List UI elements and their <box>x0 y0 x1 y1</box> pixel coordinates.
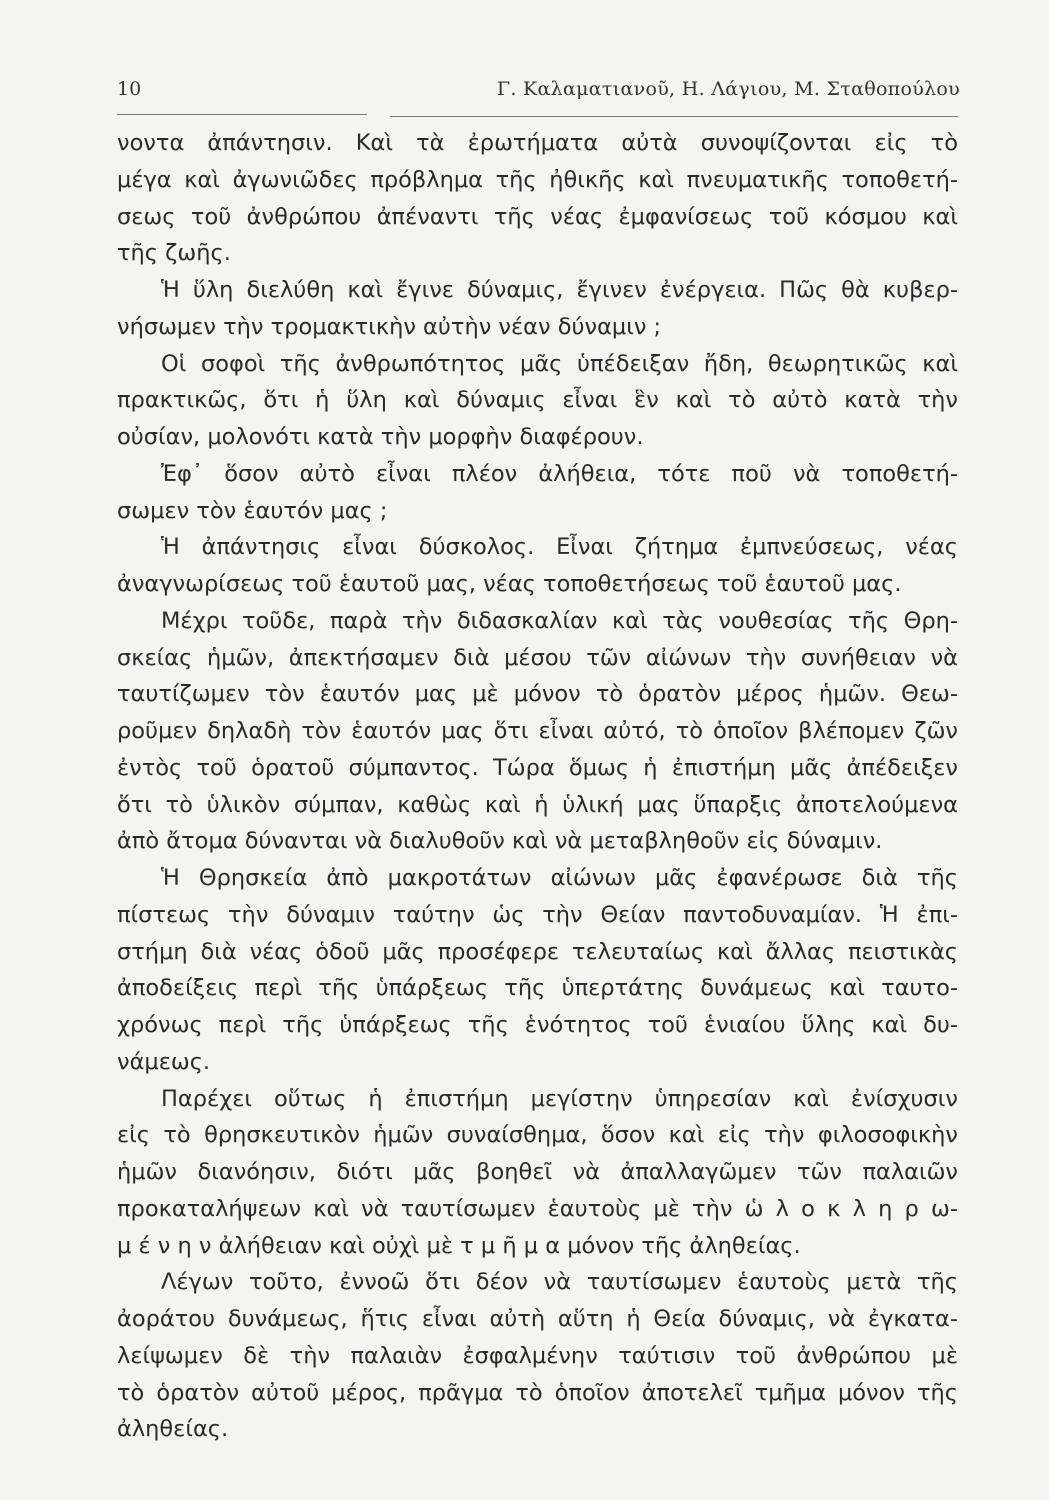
text-line: Ἡ ἀπάντησις εἶναι δύσκολος. Εἶναι ζήτημα ἐμπνεύσεως, νέας <box>161 534 958 561</box>
text-line: οὐσίαν, μολονότι κατὰ τὴν μορφὴν διαφέρουν. <box>117 424 644 450</box>
text-line: χρόνως περὶ τῆς ὑπάρξεως τῆς ἑνότητος τοῦ ἑνιαίου ὕλης καὶ δυ- <box>117 1012 958 1038</box>
paragraph <box>117 1081 958 1265</box>
text-line: μέγα καὶ ἀγωνιῶδες πρόβλημα τῆς ἠθικῆς καὶ πνευματικῆς τοποθετή- <box>117 166 958 193</box>
body-text <box>117 125 958 1448</box>
text-line: πρακτικῶς, ὅτι ἡ ὕλη καὶ δύναμις εἶναι ἓν καὶ τὸ αὐτὸ κατὰ τὴν <box>117 387 958 414</box>
text-line: ἀναγνωρίσεως τοῦ ἑαυτοῦ μας, νέας τοποθετήσεως τοῦ ἑαυτοῦ μας. <box>117 571 902 597</box>
text-line: Οἱ σοφοὶ τῆς ἀνθρωπότητος μᾶς ὑπέδειξαν ἤδη, θεωρητικῶς καὶ <box>161 350 958 377</box>
text-line: σκείας ἡμῶν, ἀπεκτήσαμεν διὰ μέσου τῶν αἰώνων τὴν συνήθειαν νὰ <box>117 644 958 671</box>
text-line: ροῦμεν δηλαδὴ τὸν ἑαυτόν μας ὅτι εἶναι αὐτό, τὸ ὁποῖον βλέπομεν ζῶν <box>117 718 958 744</box>
text-line: σωμεν τὸν ἑαυτόν μας ; <box>117 497 388 524</box>
text-line: Ἡ Θρησκεία ἀπὸ μακροτάτων αἰώνων μᾶς ἐφανέρωσε διὰ τῆς <box>161 865 958 891</box>
text-line: νοντα ἀπάντησιν. Καὶ τὰ ἐρωτήματα αὐτὰ συνοψίζονται εἰς τὸ <box>117 130 958 156</box>
text-line: στήμη διὰ νέας ὁδοῦ μᾶς προσέφερε τελευταίως καὶ ἄλλας πειστικὰς <box>117 938 958 965</box>
paragraph <box>117 272 958 346</box>
paragraph <box>117 603 958 860</box>
text-line: ἐντὸς τοῦ ὁρατοῦ σύμπαντος. Τώρα ὅμως ἡ ἐπιστήμη μᾶς ἀπέδειξεν <box>117 754 958 781</box>
paragraph <box>117 860 958 1081</box>
text-line: ταυτίζωμεν τὸν ἑαυτόν μας μὲ μόνον τὸ ὁρατὸν μέρος ἡμῶν. Θεω- <box>117 681 958 708</box>
text-line: Ἡ ὕλη διελύθη καὶ ἔγινε δύναμις, ἔγινεν ἐνέργεια. Πῶς θὰ κυβερ- <box>161 277 958 303</box>
text-line: Λέγων τοῦτο, ἐννοῶ ὅτι δέον νὰ ταυτίσωμεν ἑαυτοὺς μετὰ τῆς <box>161 1269 958 1296</box>
paragraph <box>117 125 958 272</box>
text-line: Μέχρι τοῦδε, παρὰ τὴν διδασκαλίαν καὶ τὰς νουθεσίας τῆς Θρη- <box>161 607 958 634</box>
text-line: Παρέχει οὕτως ἡ ἐπιστήμη μεγίστην ὑπηρεσίαν καὶ ἐνίσχυσιν <box>161 1085 958 1112</box>
text-line: ἀπὸ ἄτομα δύνανται νὰ διαλυθοῦν καὶ νὰ μεταβληθοῦν εἰς δύναμιν. <box>117 828 883 855</box>
running-head-authors: Γ. Καλαματιανοῦ, Η. Λάγιου, Μ. Σταθοπούλου <box>496 78 960 100</box>
text-line: νάμεως. <box>117 1048 211 1075</box>
text-line: τῆς ζωῆς. <box>117 240 231 267</box>
text-line: ἀληθείας. <box>117 1416 229 1443</box>
header-rule-right <box>390 116 958 117</box>
page-number: 10 <box>117 78 142 100</box>
paragraph <box>117 1264 958 1448</box>
text-line: σεως τοῦ ἀνθρώπου ἀπέναντι τῆς νέας ἐμφανίσεως τοῦ κόσμου καὶ <box>117 203 958 230</box>
paragraph <box>117 346 958 456</box>
text-line: μ έ ν η ν ἀλήθειαν καὶ οὐχὶ μὲ τ μ ῆ μ α μόνον τῆς ἀληθείας. <box>117 1232 801 1259</box>
text-line: εἰς τὸ θρησκευτικὸν ἡμῶν συναίσθημα, ὅσον καὶ εἰς τὴν φιλοσοφικὴν <box>117 1122 958 1149</box>
text-line: ὅτι τὸ ὑλικὸν σύμπαν, καθὼς καὶ ἡ ὑλική μας ὕπαρξις ἀποτελούμενα <box>117 791 958 818</box>
paragraph <box>117 456 958 530</box>
paragraph <box>117 529 958 603</box>
header-rule-left <box>117 114 367 115</box>
text-line: ἀοράτου δυνάμεως, ἥτις εἶναι αὐτὴ αὕτη ἡ Θεία δύναμις, νὰ ἐγκατα- <box>117 1306 958 1332</box>
text-line: ἀποδείξεις περὶ τῆς ὑπάρξεως τῆς ὑπερτάτης δυνάμεως καὶ ταυτο- <box>117 975 958 1002</box>
running-header <box>117 78 960 108</box>
text-line: πίστεως τὴν δύναμιν ταύτην ὡς τὴν Θείαν παντοδυναμίαν. Ἡ ἐπι- <box>117 901 958 928</box>
text-line: προκαταλήψεων καὶ νὰ ταυτίσωμεν ἑαυτοὺς μὲ τὴν ὡ λ ο κ λ η ρ ω- <box>117 1195 958 1222</box>
text-line: τὸ ὁρατὸν αὐτοῦ μέρος, πρᾶγμα τὸ ὁποῖον ἀποτελεῖ τμῆμα μόνον τῆς <box>117 1379 958 1406</box>
text-line: νήσωμεν τὴν τρομακτικὴν αὐτὴν νέαν δύναμιν ; <box>117 313 662 340</box>
text-line: Ἐφ᾽ ὅσον αὐτὸ εἶναι πλέον ἀλήθεια, τότε ποῦ νὰ τοποθετή- <box>161 460 958 487</box>
text-line: λείψωμεν δὲ τὴν παλαιὰν ἐσφαλμένην ταύτισιν τοῦ ἀνθρώπου μὲ <box>117 1342 958 1369</box>
text-line: ἡμῶν διανόησιν, διότι μᾶς βοηθεῖ νὰ ἀπαλλαγῶμεν τῶν παλαιῶν <box>117 1159 958 1185</box>
